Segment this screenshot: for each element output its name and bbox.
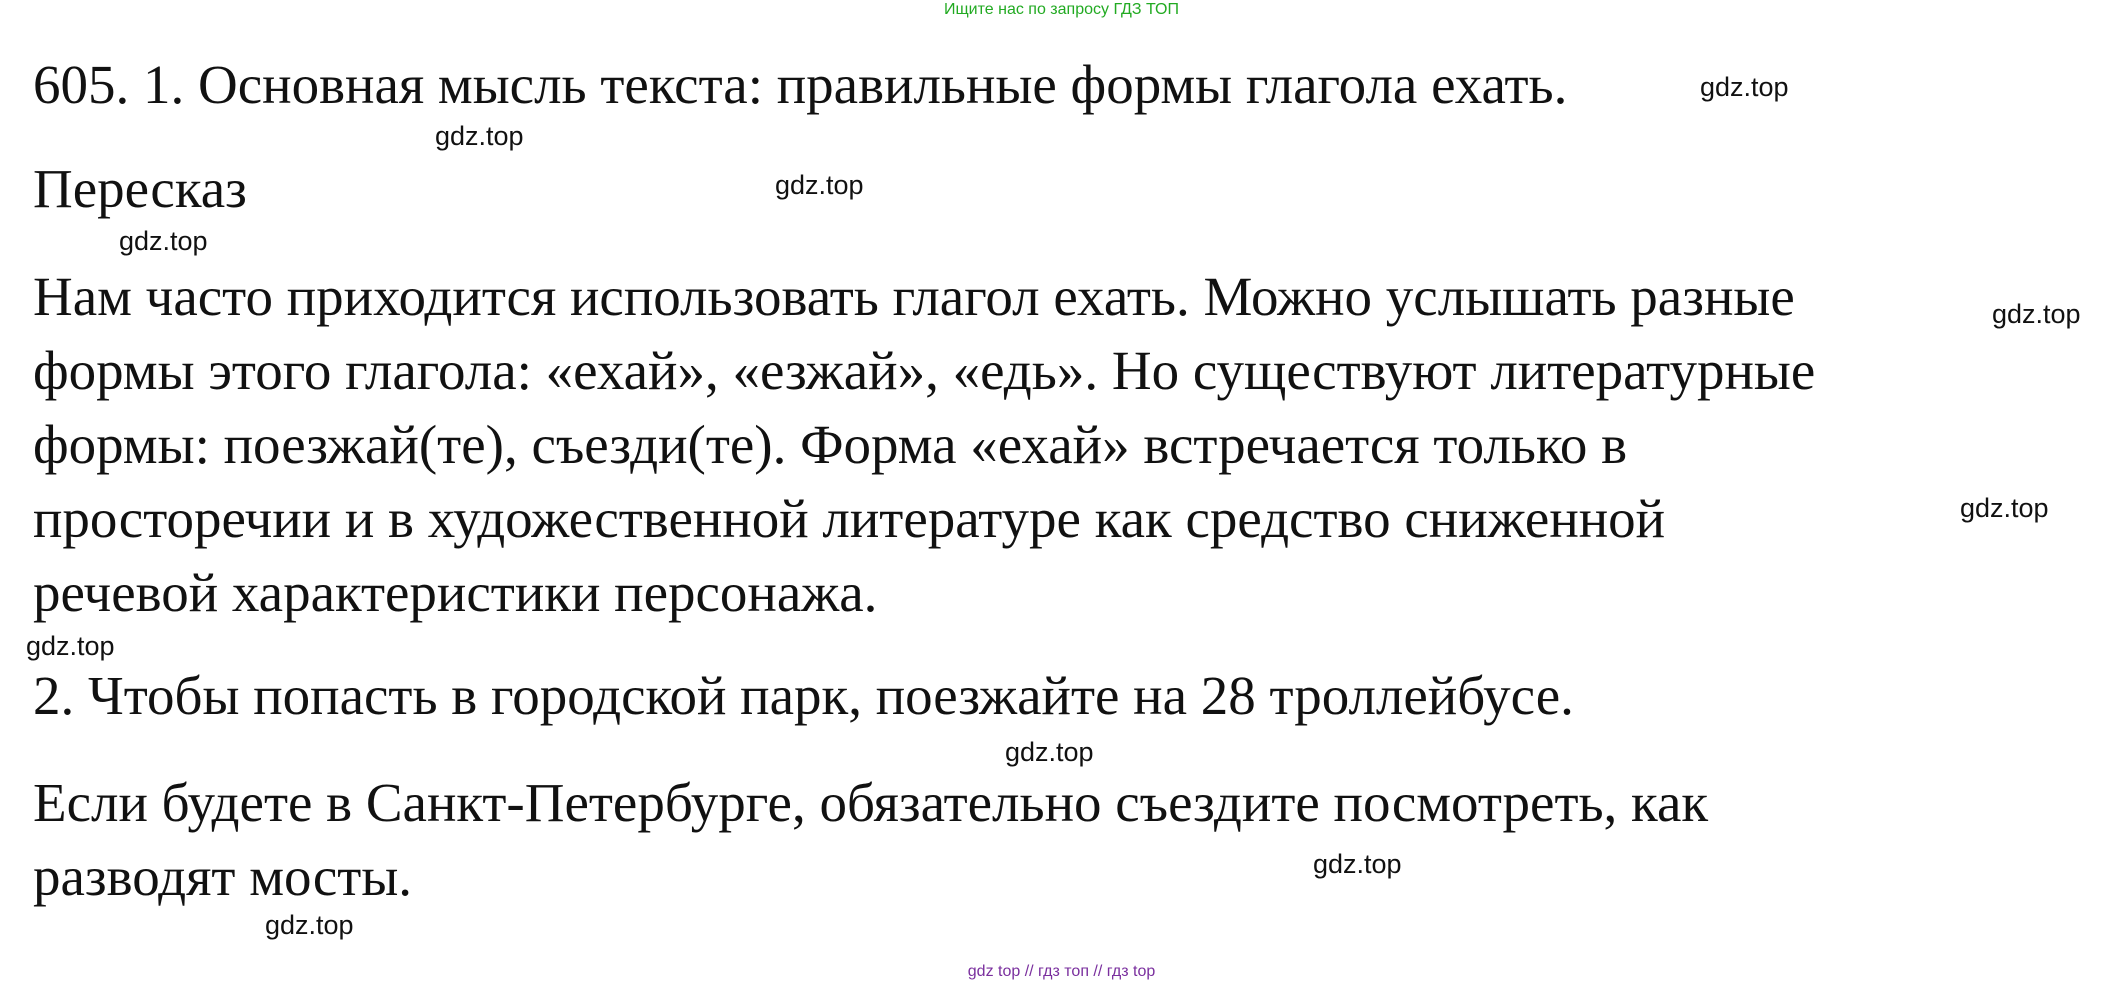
task-2-sentence-2-line-1: Если будете в Санкт-Петербурге, обязательно съездите посмотреть, как [33,772,1709,833]
task-2-sentence-1: 2. Чтобы попасть в городской парк, поезжайте на 28 троллейбусе. [33,665,1574,726]
top-banner: Ищите нас по запросу ГДЗ ТОП [944,1,1179,18]
paragraph-line-2: формы этого глагола: «ехай», «езжай», «едь». Но существуют литературные [33,340,1816,401]
watermark: gdz.top [435,121,524,151]
watermark: gdz.top [1700,72,1789,102]
footer-watermark: gdz top // гдз топ // гдз top [967,963,1156,980]
task-line-main-idea: 605. 1. Основная мысль текста: правильные формы глагола ехать. [33,54,1568,115]
watermark: gdz.top [26,631,115,661]
paragraph-line-3: формы: поезжай(те), съезди(те). Форма «ехай» встречается только в [33,414,1628,475]
retelling-heading: Пересказ [33,158,247,219]
paragraph-line-5: речевой характеристики персонажа. [33,562,878,623]
task-2-sentence-2-line-2: разводят мосты. [33,846,413,907]
watermark: gdz.top [1005,737,1094,767]
watermark: gdz.top [775,170,864,200]
watermark: gdz.top [1313,849,1402,879]
watermark: gdz.top [119,226,208,256]
watermark: gdz.top [1992,299,2081,329]
watermark: gdz.top [265,910,354,940]
watermark: gdz.top [1960,493,2049,523]
paragraph-line-4: просторечии и в художественной литературе как средство сниженной [33,488,1666,549]
paragraph-line-1: Нам часто приходится использовать глагол ехать. Можно услышать разные [33,266,1795,327]
